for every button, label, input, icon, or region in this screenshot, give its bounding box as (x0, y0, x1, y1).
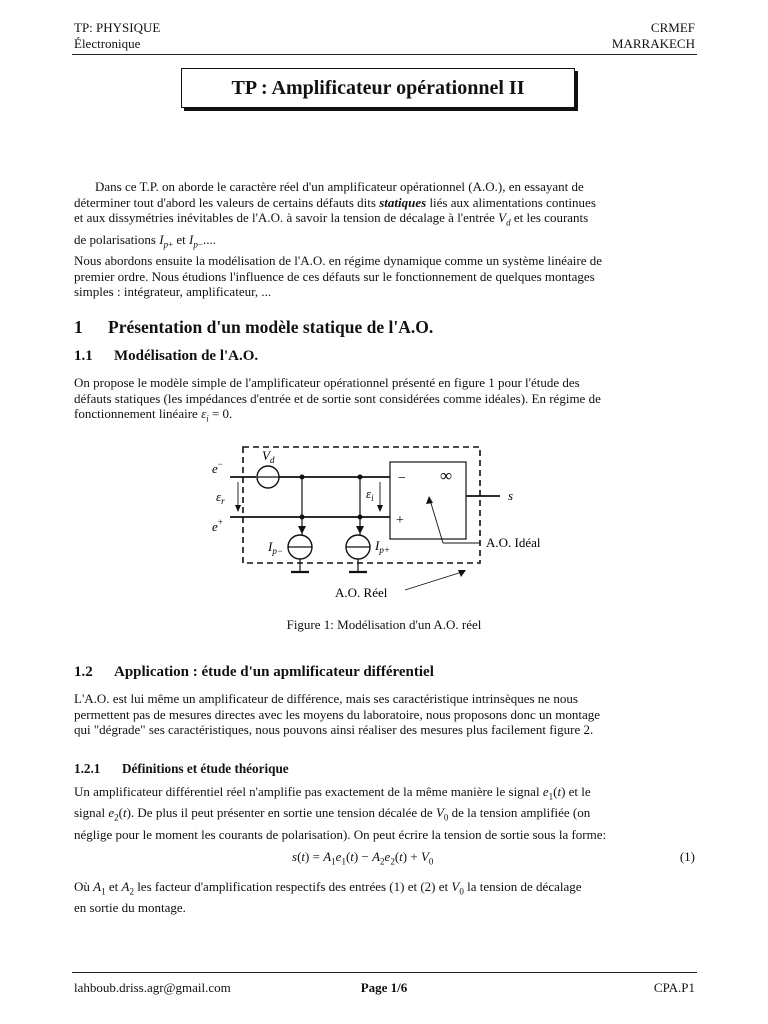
section-1-2-heading: 1.2 Application : étude d'un apmlificateur différentiel (74, 664, 434, 680)
header-rule (72, 54, 697, 55)
intro-line: déterminer tout d'abord les valeurs de certains défauts dits statiques liés aux alimentations continues (74, 194, 596, 210)
intro-line: simples : intégrateur, amplificateur, ... (74, 284, 272, 300)
equation-number: (1) (679, 849, 695, 864)
label-e-plus: e+ (212, 517, 223, 534)
page-title: TP : Amplificateur opérationnel II (181, 68, 575, 108)
figure-1-caption: Figure 1: Modélisation d'un A.O. réel (286, 617, 482, 632)
header-right (612, 20, 695, 52)
label-ip-minus: $I_{p-}$ (268, 539, 283, 556)
section-1-heading: 1 Présentation d'un modèle statique de l'A.O. (74, 317, 434, 337)
label-vd: $V_d$ (262, 448, 275, 465)
footer-code: CPA.P1 (653, 980, 695, 995)
label-eps-i: $\varepsilon_i$ (366, 486, 374, 503)
label-e-minus: e− (212, 459, 223, 476)
header-left (74, 20, 160, 52)
label-eps-r: $\varepsilon_r$ (216, 489, 225, 506)
section-1-1-paragraph: On propose le modèle simple de l'amplificateur opérationnel présenté en figure 1 pour l'étude des défauts statiques (les impédances d'entrée et de sortie sont considérées comme idéales). En régime de fonctionnement linéaire $\varepsilon_i = 0$. (74, 375, 601, 424)
post-equation-paragraph: Où $A_1$ et $A_2$ les facteur d'amplification respectifs des entrées (1) et (2) et $V_0$ la tension de décalage en sortie du montage. (74, 879, 582, 916)
footer-email: lahboub.driss.agr@gmail.com (74, 980, 231, 995)
infinity-symbol: ∞ (440, 466, 453, 485)
header-subject: Électronique (74, 36, 141, 51)
emphasis-statiques: statiques (379, 194, 427, 210)
label-minus: − (398, 471, 406, 486)
equation-1: $s(t) = A_1e_1(t) - A_2e_2(t) + V_0$ (292, 849, 434, 867)
header-institution: CRMEF (650, 20, 695, 35)
intro-line: premier ordre. Nous étudions l'influence de ces défauts sur le fonctionnement de quelques montages (74, 268, 595, 284)
label-ao-ideal: A.O. Idéal (486, 535, 541, 550)
intro-line: Dans ce T.P. on aborde le caractère réel d'un amplificateur opérationnel (A.O.), en essayant de (95, 179, 584, 194)
section-1-2-1-heading: 1.2.1 Définitions et étude théorique (74, 761, 289, 776)
intro-line: de polarisations $I_{p+}$ et $I_{p-}$.... (74, 231, 216, 250)
label-ip-plus: $I_{p+}$ (375, 538, 390, 555)
intro-line: et aux dissymétries inévitables de l'A.O. à savoir la tension de décalage à l'entrée $V_d$ et les courants (74, 210, 589, 228)
header-city: MARRAKECH (611, 36, 695, 51)
label-s: s (508, 488, 514, 503)
footer-page-number: Page 1/6 (360, 980, 408, 995)
figure-1-circuit (200, 440, 570, 610)
section-1-2-paragraph: L'A.O. est lui même un amplificateur de différence, mais ses caractéristique intrinsèques ne nous permettent pas de mesures directes avec les moyens du laboratoire, nous proposons donc un montage qui "dégrade" ses caractéristiques, nous pouvons ainsi réaliser des mesures plus facilement figure 2. (74, 691, 600, 738)
section-1-1-heading: 1.1 Modélisation de l'A.O. (74, 348, 259, 364)
intro-paragraph (74, 179, 695, 300)
footer-rule (72, 972, 697, 973)
intro-line: Nous abordons ensuite la modélisation de l'A.O. en régime dynamique comme un système linéaire de (74, 253, 602, 268)
header-course: TP: PHYSIQUE (74, 20, 161, 35)
label-plus: + (396, 513, 404, 528)
label-ao-reel: A.O. Réel (335, 585, 388, 600)
section-1-2-1-paragraph: Un amplificateur différentiel réel n'amplifie pas exactement de la même manière le signal $e_1(t)$ et le signal $e_2(t)$. De plus il peut présenter en sortie une tension décalée de $V_0$ de la tension amplifiée (on néglige pour le moment les courants de polarisation). On peut écrire la tension de sortie sous la forme: (74, 784, 607, 842)
